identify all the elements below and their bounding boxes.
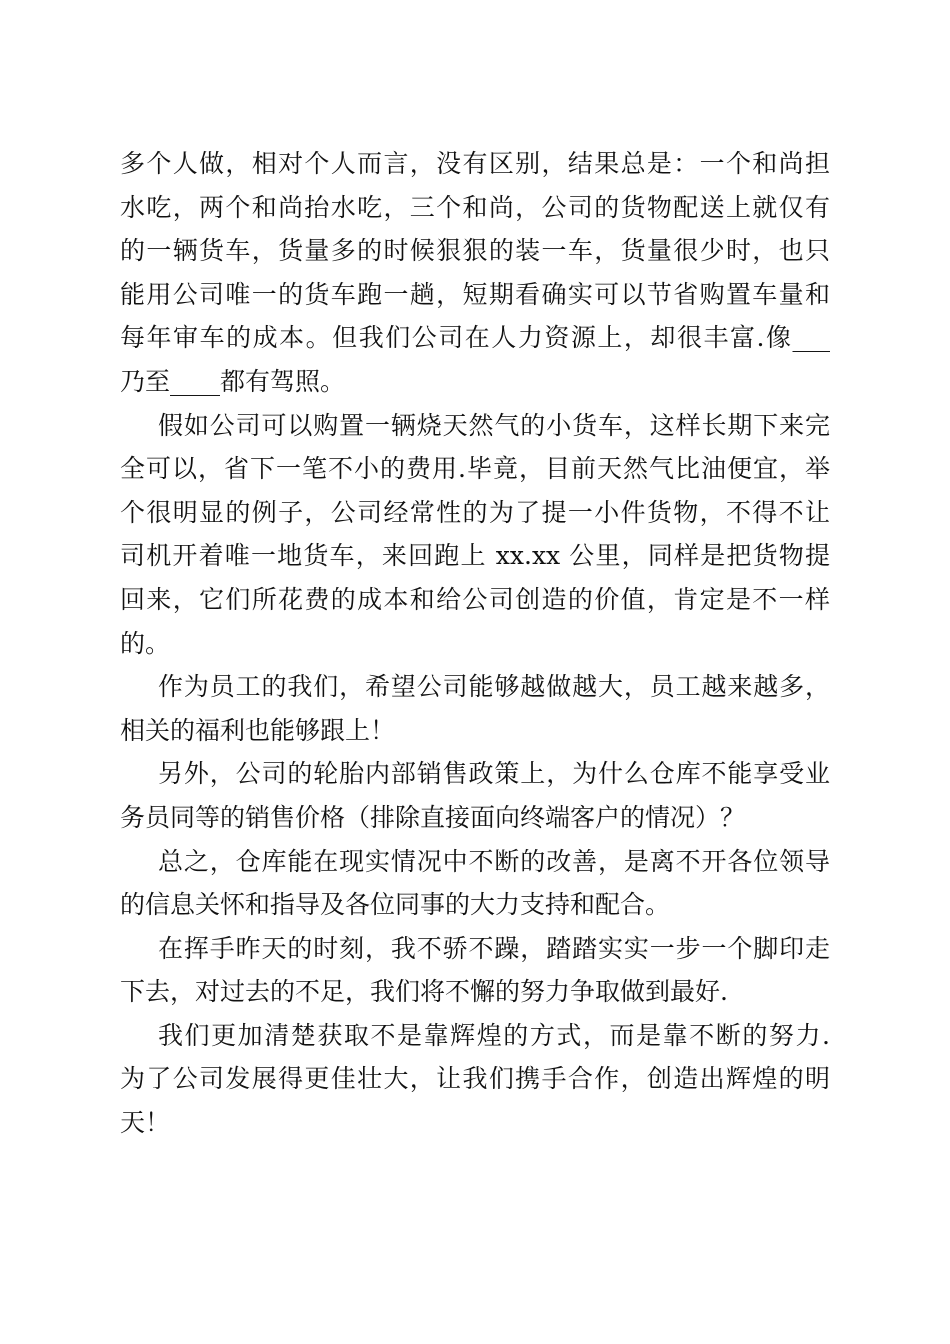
paragraph-1	[120, 142, 830, 404]
text-line: 下去，对过去的不足，我们将不懈的努力争取做到最好.	[120, 977, 728, 1007]
text-line: 我们更加清楚获取不是靠辉煌的方式，而是靠不断的努力.	[158, 1020, 830, 1050]
paragraph-7	[120, 1014, 830, 1145]
text-line: 为了公司发展得更佳壮大，让我们携手合作，创造出辉煌的明	[120, 1064, 830, 1094]
paragraph-4	[120, 752, 830, 839]
text-line: 假如公司可以购置一辆烧天然气的小货车，这样长期下来完	[158, 410, 830, 440]
text-line: 多个人做，相对个人而言，没有区别，结果总是：一个和尚担	[120, 149, 830, 178]
text-line: 相关的福利也能够跟上！	[120, 715, 396, 745]
text-line: 每年审车的成本。但我们公司在人力资源上，却很丰富.像___	[120, 323, 830, 353]
text-line: 在挥手昨天的时刻，我不骄不躁，踏踏实实一步一个脚印走	[158, 933, 830, 963]
paragraph-2	[120, 404, 830, 666]
text-line: 水吃，两个和尚抬水吃，三个和尚，公司的货物配送上就仅有	[120, 192, 830, 222]
text-line: 司机开着唯一地货车，来回跑上 xx.xx 公里，同样是把货物提	[120, 541, 830, 571]
paragraph-3	[120, 665, 830, 752]
text-line: 回来，它们所花费的成本和给公司创造的价值，肯定是不一样	[120, 584, 830, 614]
document-body	[120, 142, 830, 1145]
text-line: 作为员工的我们，希望公司能够越做越大，员工越来越多，	[158, 672, 830, 702]
text-line: 务员同等的销售价格（排除直接面向终端客户的情况）？	[120, 802, 746, 832]
text-line: 天！	[120, 1108, 171, 1138]
text-line: 全可以，省下一笔不小的费用.毕竟，目前天然气比油便宜，举	[120, 454, 830, 484]
text-line: 的一辆货车，货量多的时候狠狠的装一车，货量很少时，也只	[120, 236, 830, 266]
paragraph-5	[120, 840, 830, 927]
text-line: 个很明显的例子，公司经常性的为了提一小件货物，不得不让	[120, 497, 830, 527]
text-line: 能用公司唯一的货车跑一趟，短期看确实可以节省购置车量和	[120, 279, 830, 309]
text-line: 总之，仓库能在现实情况中不断的改善，是离不开各位领导	[158, 846, 830, 876]
text-line: 另外，公司的轮胎内部销售政策上，为什么仓库不能享受业	[158, 759, 830, 789]
paragraph-6	[120, 927, 830, 1014]
text-line: 的信息关怀和指导及各位同事的大力支持和配合。	[120, 890, 671, 920]
text-line: 的。	[120, 628, 171, 658]
text-line: 乃至____都有驾照。	[120, 366, 346, 396]
